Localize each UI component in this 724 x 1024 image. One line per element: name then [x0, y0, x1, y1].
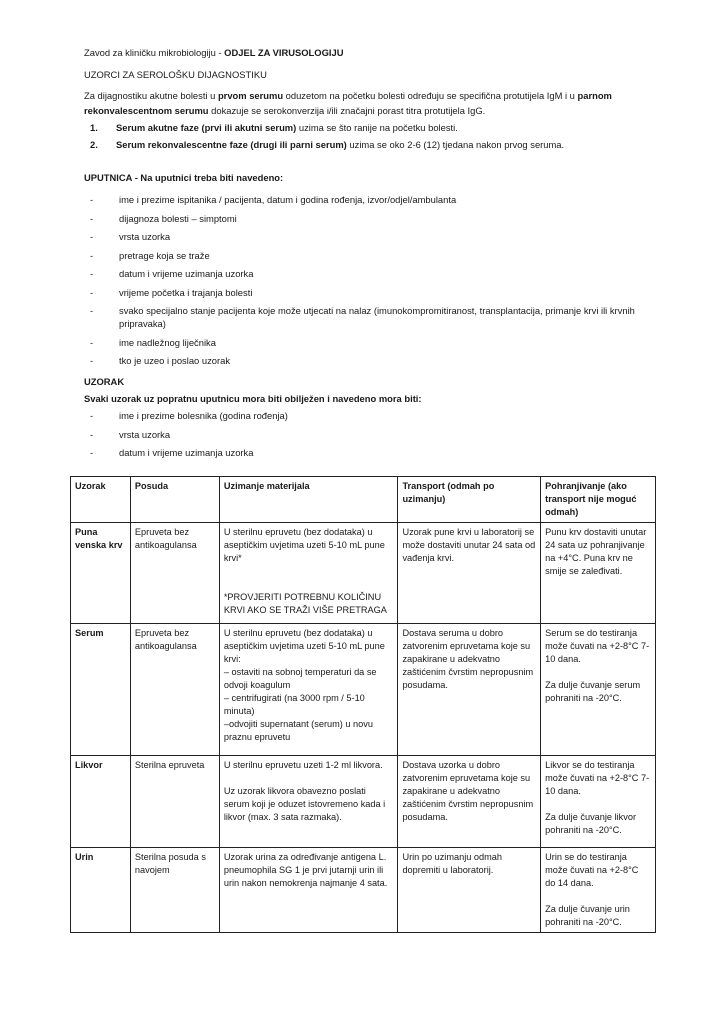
cell-text: Uzorak pune krvi u laboratorij se može dostaviti unutar 24 sata od vađenja krvi. [402, 527, 536, 563]
cell-uzorak: Urin [71, 848, 131, 933]
uzorak-heading: UZORAK [84, 376, 125, 387]
cell-text: Za dulje čuvanje urin pohraniti na -20°C. [545, 904, 630, 927]
list-item: - vrsta uzorka [84, 428, 659, 441]
cell-text: Urin po uzimanju odmah dopremiti u laboratorij. [402, 852, 503, 875]
header-cell: Uzorak [71, 477, 131, 523]
specimen-table [70, 476, 656, 933]
intro-text: dokazuje se serokonverzija i/ili značajni porast titra protutijela IgG. [208, 104, 486, 116]
table-row [71, 523, 656, 624]
cell-posuda: Epruveta bez antikoagulansa [130, 624, 219, 756]
cell-posuda: Sterilna posuda s navojem [130, 848, 219, 933]
list-item: - ime nadležnog liječnika [84, 336, 659, 349]
list-number: 1. [90, 122, 98, 133]
cell-transport [398, 756, 541, 848]
uzorak-subheading: Svaki uzorak uz popratnu uputnicu mora biti obilježen i navedeno mora biti: [84, 393, 422, 404]
list-bold: Serum akutne faze (prvi ili akutni serum) [116, 122, 297, 133]
table-row [71, 848, 656, 933]
intro-text: oduzetom na početku bolesti određuju se specifična protutijela IgM i u [283, 90, 578, 101]
cell-pohranjivanje [541, 756, 656, 848]
cell-transport [398, 523, 541, 624]
list-item: - dijagnoza bolesti – simptomi [84, 212, 659, 225]
cell-text: U sterilnu epruvetu (bez dodataka) u aseptičkim uvjetima uzeti 5-10 mL pune krvi: – ostaviti na sobnoj temperaturi da se odvoji koagulum – centrifugirati (na 3000 rpm / 5-10 minuta) –odvojiti supernatant (serum) u novu praznu epruvetu [223, 628, 385, 742]
list-item: - svako specijalno stanje pacijenta koje može utjecati na nalaz (imunokompromitiranost, transplantacija, primanje krvi ili krvnih pripravaka) [84, 304, 659, 330]
cell-text: Likvor se do testiranja može čuvati na +2-8°C 7-10 dana. [545, 760, 650, 796]
title-department: ODJEL ZA VIRUSOLOGIJU [224, 47, 344, 58]
table-header-row [71, 477, 656, 523]
cell-text: Dostava seruma u dobro zatvorenim epruvetama koje su zapakirane u adekvatno zaštićenim čvrstim nepropusnim posudama. [402, 628, 534, 690]
cell-text: U sterilnu epruvetu uzeti 1-2 ml likvora. [223, 760, 383, 770]
header-cell: Uzimanje materijala [219, 477, 398, 523]
cell-text: Serum se do testiranja može čuvati na +2-8°C 7-10 dana. [545, 628, 650, 664]
list-item: - datum i vrijeme uzimanja uzorka [84, 446, 659, 459]
header-cell: Pohranjivanje (ako transport nije moguć odmah) [541, 477, 656, 523]
intro-bold: prvom serumu [217, 90, 284, 101]
cell-text: U sterilnu epruvetu (bez dodataka) u aseptičkim uvjetima uzeti 5-10 mL pune krvi* [223, 527, 385, 563]
cell-text: Urin se do testiranja može čuvati na +2-8°C do 14 dana. [545, 852, 639, 888]
cell-uzimanje [219, 624, 398, 756]
cell-text: Uzorak urina za određivanje antigena L. pneumophila SG 1 je prvi jutarnji urin ili urin nakon nemokrenja najmanje 4 sata. [223, 852, 388, 888]
cell-uzorak: Serum [71, 624, 131, 756]
list-number: 2. [90, 139, 98, 150]
cell-text: Uz uzorak likvora obavezno poslati serum koji je oduzet istovremeno kada i likvor (max. 3 sata razmaka). [223, 786, 386, 822]
list-text: uzima se oko 2-6 (12) tjedana nakon prvog seruma. [346, 139, 565, 150]
cell-uzorak: Puna venska krv [71, 523, 131, 624]
table-row [71, 624, 656, 756]
table-row [71, 756, 656, 848]
cell-uzorak: Likvor [71, 756, 131, 848]
cell-pohranjivanje [541, 624, 656, 756]
list-bold: Serum rekonvalescentne faze (drugi ili parni serum) [116, 139, 347, 150]
list-item: - ime i prezime ispitanika / pacijenta, datum i godina rođenja, izvor/odjel/ambulanta [84, 193, 659, 206]
title-institute: Zavod za kliničku mikrobiologiju - [84, 47, 225, 58]
cell-pohranjivanje [541, 523, 656, 624]
header-cell: Posuda [130, 477, 219, 523]
list-item: - vrijeme početka i trajanja bolesti [84, 286, 659, 299]
intro-paragraph [84, 89, 644, 118]
cell-uzimanje [219, 848, 398, 933]
uputnica-list [84, 193, 659, 373]
cell-uzimanje [219, 523, 398, 624]
list-item: - ime i prezime bolesnika (godina rođenja) [84, 409, 659, 422]
cell-posuda: Epruveta bez antikoagulansa [130, 523, 219, 624]
uzorak-list [84, 409, 659, 465]
cell-text: Za dulje čuvanje serum pohraniti na -20°C. [545, 680, 641, 703]
serum-phase-list [84, 119, 564, 153]
cell-transport [398, 848, 541, 933]
cell-pohranjivanje [541, 848, 656, 933]
header-cell: Transport (odmah po uzimanju) [398, 477, 541, 523]
list-item [84, 119, 564, 136]
list-item [84, 136, 564, 153]
cell-uzimanje [219, 756, 398, 848]
cell-posuda: Sterilna epruveta [130, 756, 219, 848]
cell-note: *PROVJERITI POTREBNU KOLIČINU KRVI AKO SE TRAŽI VIŠE PRETRAGA [223, 592, 387, 615]
list-item: - datum i vrijeme uzimanja uzorka [84, 267, 659, 280]
intro-text: Za dijagnostiku akutne bolesti u [84, 90, 218, 101]
list-item: - pretrage koja se traže [84, 249, 659, 262]
list-text: uzima se što ranije na početku bolesti. [296, 122, 458, 133]
cell-text: Za dulje čuvanje likvor pohraniti na -20°C. [545, 812, 637, 835]
list-item: - vrsta uzorka [84, 230, 659, 243]
cell-text: Dostava uzorka u dobro zatvorenim epruvetama koje su zapakirane u adekvatno zaštićenim čvrstim nepropusnim posudama. [402, 760, 534, 822]
document-title [84, 47, 343, 58]
intro-bold: parnom rekonvalescentnom serumu [84, 90, 612, 116]
cell-text: Punu krv dostaviti unutar 24 sata uz pohranjivanje na +4°C. Puna krv ne smije se zaleđivati. [545, 527, 647, 576]
cell-transport [398, 624, 541, 756]
section-title: UZORCI ZA SEROLOŠKU DIJAGNOSTIKU [84, 69, 267, 80]
uputnica-heading: UPUTNICA - Na uputnici treba biti navedeno: [84, 172, 284, 183]
list-item: - tko je uzeo i poslao uzorak [84, 354, 659, 367]
